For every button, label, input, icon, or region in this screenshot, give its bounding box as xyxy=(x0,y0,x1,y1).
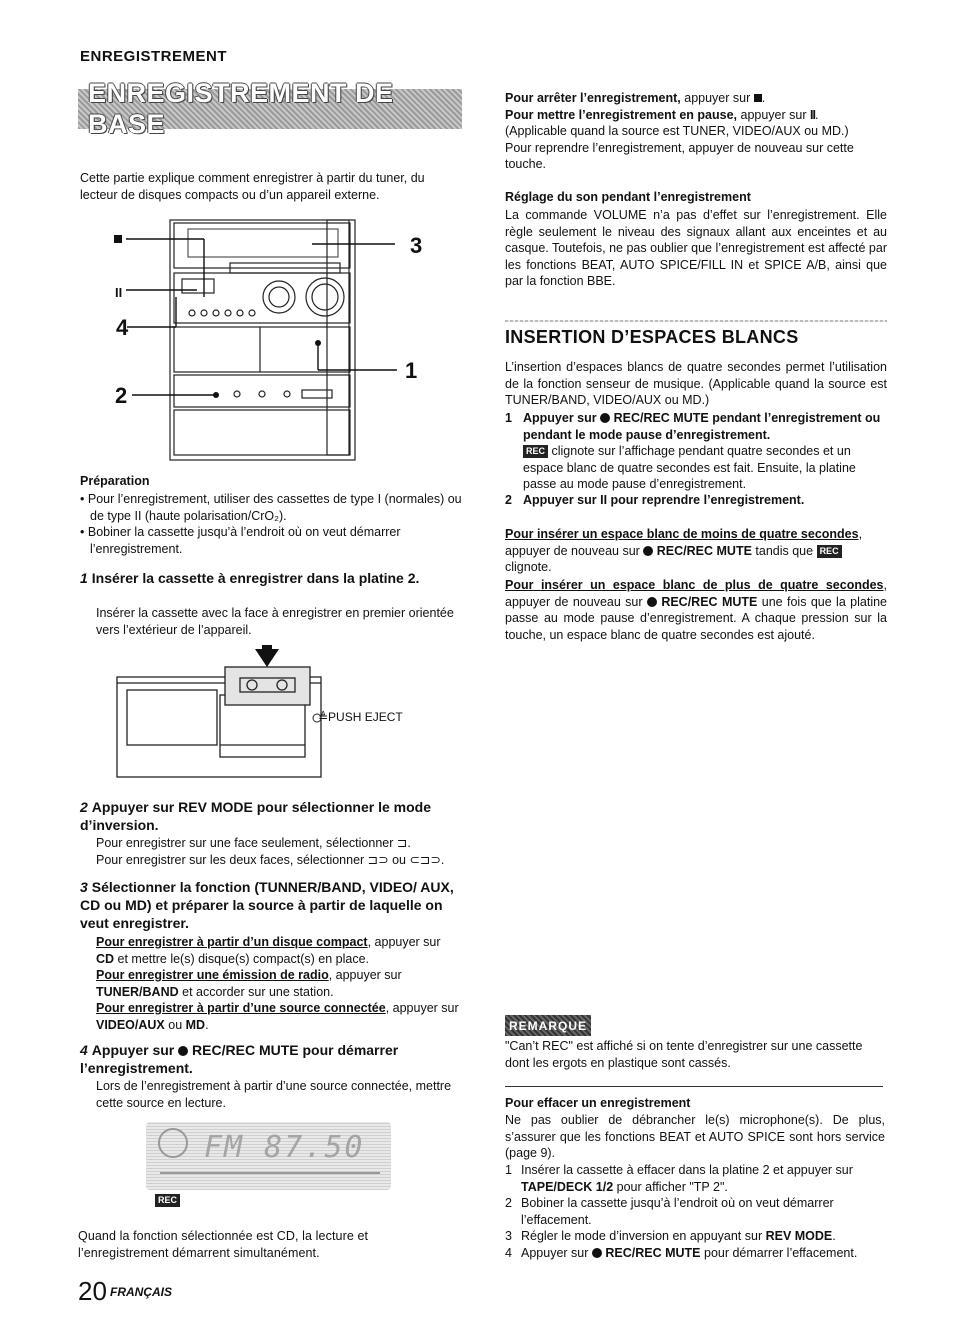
erase-step: 4 Appuyer sur REC/REC MUTE pour démarrer l’effacement. xyxy=(505,1245,858,1260)
erase-step: 2 Bobiner la cassette jusqu’à l’endroit où on veut démarrer l’effacement. xyxy=(505,1196,834,1227)
step-2-title: 2 Appuyer sur REV MODE pour sélectionner le mode d’inversion. xyxy=(80,799,431,833)
display-readout: FM 87.50 xyxy=(204,1130,365,1165)
divider xyxy=(505,1086,883,1087)
preparation-title: Préparation xyxy=(80,474,150,488)
page-title: ENREGISTREMENT DE BASE xyxy=(88,78,394,139)
callout-2: 2 xyxy=(115,383,128,408)
rec-indicator: REC xyxy=(523,445,548,458)
erase-title: Pour effacer un enregistrement xyxy=(505,1096,691,1110)
record-button-icon xyxy=(178,1046,188,1056)
erase-intro: Ne pas oublier de débrancher le(s) microphone(s). De plus, s’assurer que les fonctions BEAT et AUTO SPICE sont hors service (page 9). xyxy=(505,1113,885,1160)
insert-more-block: Pour insérer un espace blanc de plus de quatre secondes, appuyer de nouveau sur REC/REC MUTE une fois que la platine passe au mode pause d’enregistrement. A chaque pression sur la touche, un espace blanc de quatre secondes est ajouté. xyxy=(505,578,888,642)
stereo-unit-illustration xyxy=(112,215,432,465)
step-3-body: Pour enregistrer à partir d’un disque compact, appuyer sur CD et mettre le(s) disque(s) compact(s) en place. Pour enregistrer une émission de radio, appuyer sur TUNER/BAND et accorder sur une station. Pour enregistrer à partir d’une source connectée, appuyer sur VIDEO/AUX ou MD. xyxy=(96,935,459,1032)
erase-step: 3 Régler le mode d’inversion en appuyant sur REV MODE. xyxy=(505,1229,836,1243)
step-1-title: 1 Insérer la cassette à enregistrer dans la platine 2. xyxy=(80,570,420,586)
pause-icon: II xyxy=(809,107,815,122)
svg-text:II: II xyxy=(115,285,123,300)
insertion-step-2: 2 Appuyer sur II pour reprendre l’enregistrement. xyxy=(505,493,805,507)
remarque-text: "Can’t REC" est affiché si on tente d’enregistrer sur une cassette dont les ergots en plastique sont cassés. xyxy=(505,1039,863,1070)
insertion-step-1: 1 Appuyer sur REC/REC MUTE pendant l’enregistrement ou pendant le mode pause d’enregistrement. REC clignote sur l’affichage pendant quatre secondes et un espace blanc de quatre secondes est fait. Ensuite, la platine passe au mode pause d’enregistrement. xyxy=(505,411,881,491)
page-number: 20 xyxy=(78,1276,107,1306)
step-3-title: 3 Sélectionner la fonction (TUNNER/BAND, VIDEO/ AUX, CD ou MD) et préparer la source à partir de laquelle on veut enregistrer. xyxy=(80,879,454,931)
callout-3: 3 xyxy=(410,233,423,258)
stop-pause-block: Pour arrêter l’enregistrement, appuyer sur . Pour mettre l’enregistrement en pause, appuyer sur II. (Applicable quand la source est TUNER, VIDEO/AUX ou MD.) Pour reprendre l’enregistrement, appuyer de nouveau sur cette touche. xyxy=(505,91,854,171)
erase-steps xyxy=(505,1162,887,1261)
erase-step: 1 Insérer la cassette à effacer dans la platine 2 et appuyer sur TAPE/DECK 1/2 pour afficher "TP 2". xyxy=(505,1163,853,1194)
step-1-body: Insérer la cassette avec la face à enregistrer en premier orientée vers l’extérieur de l’appareil. xyxy=(96,606,454,637)
callout-4: 4 xyxy=(116,315,129,340)
preparation-bullet: • Bobiner la cassette jusqu’à l’endroit où on veut démarrer l’enregistrement. xyxy=(80,525,401,556)
record-button-icon xyxy=(600,413,610,423)
callout-1: 1 xyxy=(405,358,418,383)
cassette-deck-illustration xyxy=(115,645,330,780)
sound-adjust-title: Réglage du son pendant l’enregistrement xyxy=(505,190,751,204)
insertion-intro: L’insertion d’espaces blancs de quatre secondes permet l’utilisation de la fonction senseur de musique. (Applicable quand la source est TUNER/BAND, VIDEO/AUX ou MD.) xyxy=(505,360,887,407)
insert-less-block: Pour insérer un espace blanc de moins de quatre secondes, appuyer de nouveau sur REC/REC MUTE tandis que REC clignote. xyxy=(505,527,863,574)
step-4-title: 4 Appuyer sur REC/REC MUTE pour démarrer l’enregistrement. xyxy=(80,1042,399,1076)
disc-icon xyxy=(158,1128,188,1158)
page-title-banner xyxy=(78,78,462,139)
record-button-icon xyxy=(647,597,657,607)
record-button-icon xyxy=(643,546,653,556)
rec-indicator: REC xyxy=(817,545,842,558)
intro-text: Cette partie explique comment enregistrer à partir du tuner, du lecteur de disques compacts ou d’un appareil externe. xyxy=(80,171,425,202)
preparation-list xyxy=(80,491,462,557)
display-panel xyxy=(146,1122,391,1190)
step-2-body: Pour enregistrer sur une face seulement, sélectionner ⊐. Pour enregistrer sur les deux faces, sélectionner ⊐⊃ ou ⊂⊐⊃. xyxy=(96,836,445,867)
insert-arrow-icon xyxy=(255,649,279,667)
preparation-bullet: • Pour l’enregistrement, utiliser des cassettes de type I (normales) ou de type II (haute polarisation/CrO₂). xyxy=(80,492,462,523)
step-4-body: Lors de l’enregistrement à partir d’une source connectée, mettre cette source en lecture. xyxy=(96,1079,452,1110)
push-eject-label: ≜PUSH EJECT xyxy=(318,710,403,724)
stop-icon xyxy=(754,94,762,102)
sound-adjust-body: La commande VOLUME n’a pas d’effet sur l’enregistrement. Elle règle seulement le niveau des signaux allant aux enceintes et au casque. Toutefois, ne pas oublier que l’enregistrement est affecté par les fonctions BEAT, AUTO SPICE/FILL IN et SPICE A/B, ainsi que par la fonction BBE. xyxy=(505,208,887,288)
record-button-icon xyxy=(592,1248,602,1258)
section-label: ENREGISTREMENT xyxy=(80,48,228,65)
remarque-badge: REMARQUE xyxy=(505,1015,591,1036)
language-label: FRANÇAIS xyxy=(110,1285,172,1299)
insertion-section-title: INSERTION D’ESPACES BLANCS xyxy=(505,327,799,347)
cd-note: Quand la fonction sélectionnée est CD, la lecture et l’enregistrement démarrent simultanément. xyxy=(78,1229,369,1260)
rec-indicator: REC xyxy=(155,1194,180,1207)
